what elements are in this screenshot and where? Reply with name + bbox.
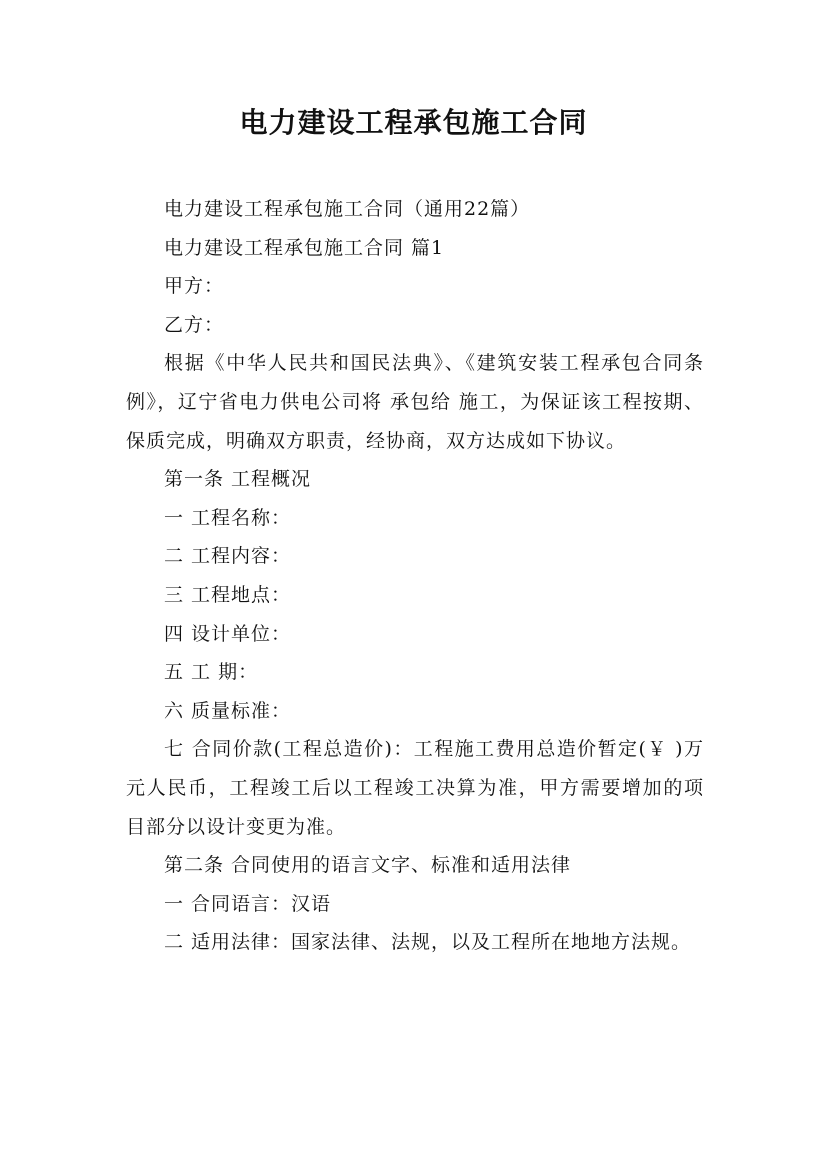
- document-body: [126, 190, 704, 962]
- article-1-heading: 第一条 工程概况: [164, 468, 312, 491]
- project-name-line: 一 工程名称：: [164, 506, 292, 529]
- project-location-line: 三 工程地点：: [164, 583, 292, 606]
- duration-line: 五 工 期：: [164, 661, 259, 684]
- article-2-heading: 第二条 合同使用的语言文字、标准和适用法律: [164, 854, 572, 877]
- project-content-line: 二 工程内容：: [164, 545, 292, 568]
- contract-language-line: 一 合同语言：汉语: [164, 892, 332, 915]
- party-a-line: 甲方：: [164, 275, 225, 298]
- preamble-paragraph: 根据《中华人民共和国民法典》、《建筑安装工程承包合同条例》，辽宁省电力供电公司将 承包给 施工，为保证该工程按期、保质完成，明确双方职责，经协商，双方达成如下协议。: [126, 352, 704, 452]
- contract-heading-part1: 电力建设工程承包施工合同 篇1: [164, 236, 445, 259]
- party-b-line: 乙方：: [164, 313, 225, 336]
- applicable-law-paragraph: 二 适用法律：国家法律、法规，以及工程所在地地方法规。: [164, 931, 692, 954]
- contract-heading-general: 电力建设工程承包施工合同（通用22篇）: [164, 198, 531, 220]
- design-unit-line: 四 设计单位：: [164, 622, 292, 645]
- quality-standard-line: 六 质量标准：: [164, 699, 292, 722]
- contract-price-paragraph: 七 合同价款(工程总造价)：工程施工费用总造价暂定(￥ )万元人民币，工程竣工后以工程竣工决算为准，甲方需要增加的项目部分以设计变更为准。: [126, 738, 704, 838]
- document-title: 电力建设工程承包施工合同: [239, 106, 588, 139]
